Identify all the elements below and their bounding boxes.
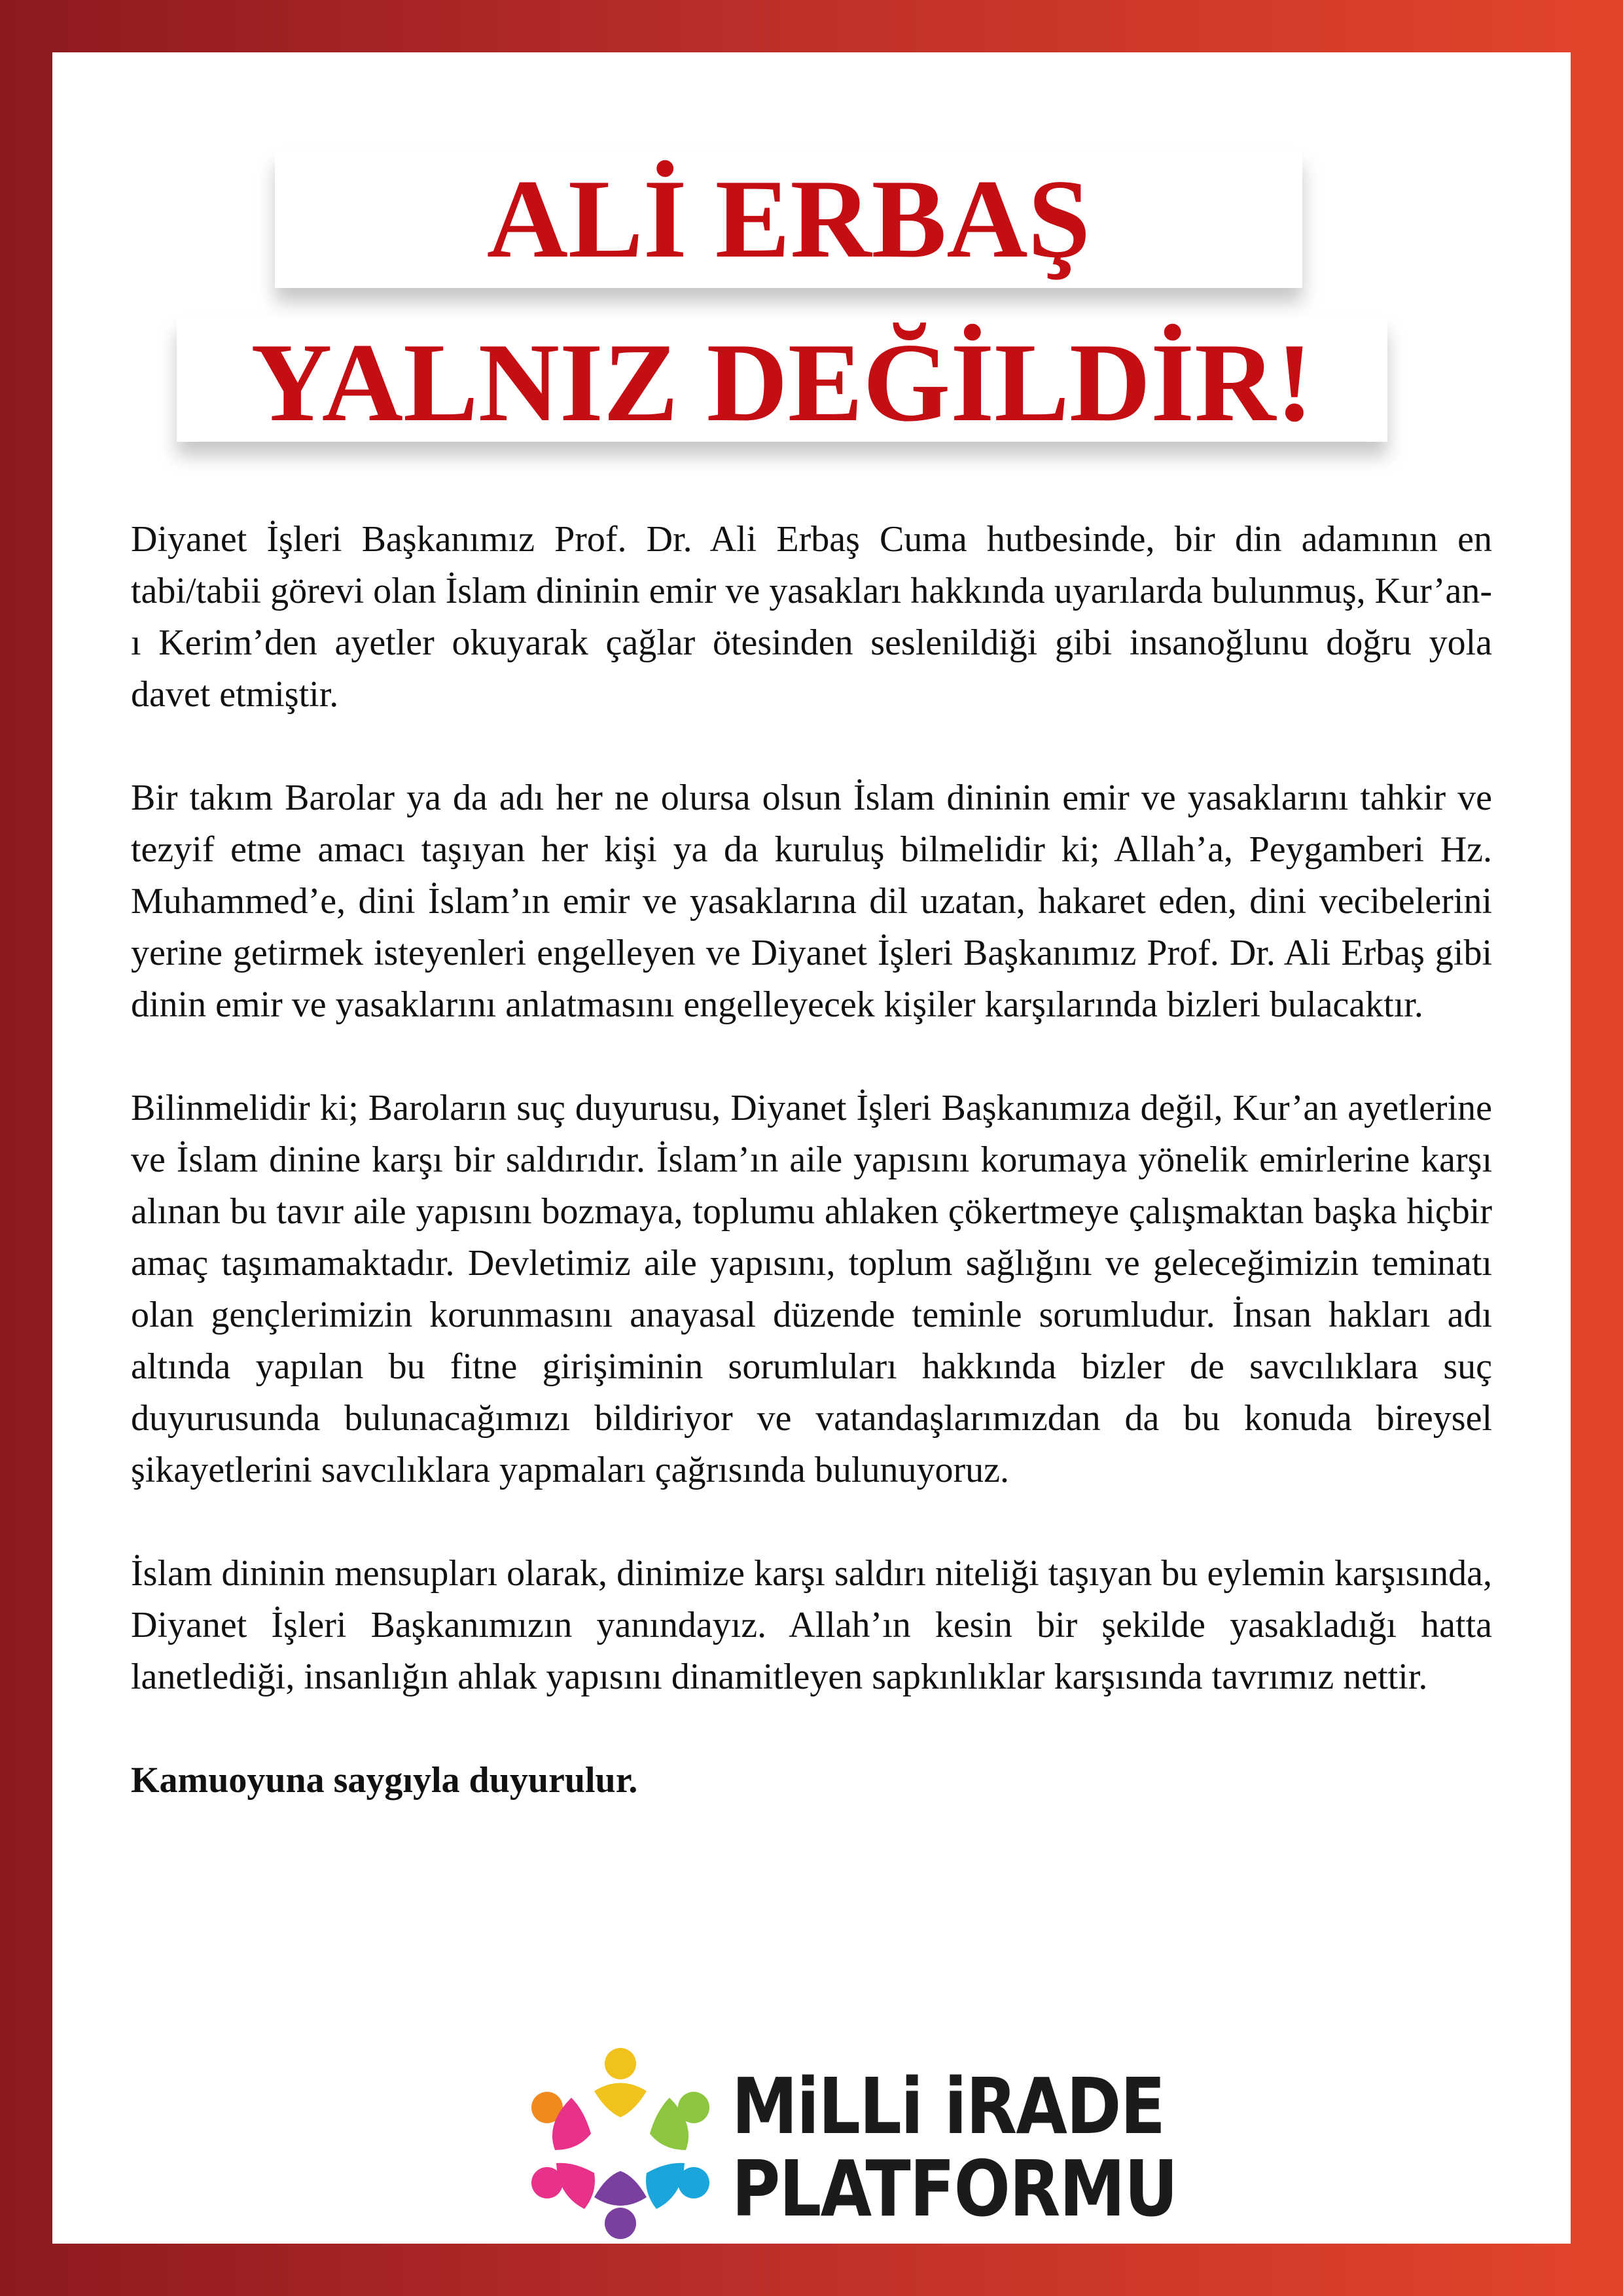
figure-pink xyxy=(531,2163,595,2209)
headline-line-2: YALNIZ DEĞİLDİR! xyxy=(177,317,1387,442)
figure-orange xyxy=(531,2092,591,2150)
paragraph-4: İslam dininin mensupları olarak, dinimize karşı saldırı niteliği taşıyan bu eylemin karşısında, Diyanet İşleri Başkanımızın yanındayız. Allah’ın kesin bir şekilde yasakladığı hatta lanetlediği, insanlığın ahlak yapısını dinamitleyen sapkınlıklar karşısında tavrımız nettir. xyxy=(131,1553,1492,1697)
platform-logo xyxy=(522,2045,1177,2242)
figure-purple xyxy=(594,2171,647,2239)
logo-text-line-1: MiLLi iRADE xyxy=(732,2061,1165,2151)
headline-line-1: ALİ ERBAŞ xyxy=(275,151,1302,288)
figure-green xyxy=(650,2092,709,2150)
paragraph-2: Bir takım Barolar ya da adı her ne olursa olsun İslam dininin emir ve yasaklarını tahkir ve tezyif etme amacı taşıyan her kişi ya da kuruluş bilmelidir ki; Allah’a, Peygamberi Hz. Muhammed’e, dini İslam’ın emir ve yasaklarına dil uzatan, hakaret eden, dini vecibelerini yerine getirmek isteyenleri engelleyen ve Diyanet İşleri Başkanımız Prof. Dr. Ali Erbaş gibi dinin emir ve yasaklarını anlatmasını engelleyecek kişiler karşılarında bizleri bulacaktır. xyxy=(131,778,1492,1025)
logo-text-line-2: PLATFORMU xyxy=(732,2144,1177,2234)
figure-yellow xyxy=(594,2048,647,2117)
figure-blue xyxy=(646,2163,709,2209)
statement-body xyxy=(131,514,1492,1806)
paragraph-1: Diyanet İşleri Başkanımız Prof. Dr. Ali Erbaş Cuma hutbesinde, bir din adamının en tabi/tabii görevi olan İslam dininin emir ve yasakları hakkında uyarılarda bulunmuş, Kur’an-ı Kerim’den ayetler okuyarak çağlar ötesinden seslenildiği gibi insanoğlunu doğru yola davet etmiştir. xyxy=(131,519,1492,715)
closing-line: Kamuoyuna saygıyla duyurulur. xyxy=(131,1760,638,1801)
paragraph-3: Bilinmelidir ki; Baroların suç duyurusu, Diyanet İşleri Başkanımıza değil, Kur’an ayetlerine ve İslam dinine karşı bir saldırıdır. İslam’ın aile yapısını korumaya yönelik emirlerine karşı alınan bu tavır aile yapısını bozmaya, toplumu ahlaken çökertmeye çalışmaktan başka hiçbir amaç taşımamaktadır. Devletimiz aile yapısını, toplum sağlığını ve geleceğimizin teminatı olan gençlerimizin korunmasını anayasal düzende teminle sorumludur. İnsan hakları adı altında yapılan bu fitne girişiminin sorumluları hakkında bizler de savcılıklara suç duyurusunda bulunacağımızı bildiriyor ve vatandaşlarımızdan da bu konuda bireysel şikayetlerini savcılıklara yapmaları çağrısında bulunuyoruz. xyxy=(131,1088,1492,1490)
people-circle-icon xyxy=(522,2045,719,2242)
document-page xyxy=(52,52,1571,2244)
